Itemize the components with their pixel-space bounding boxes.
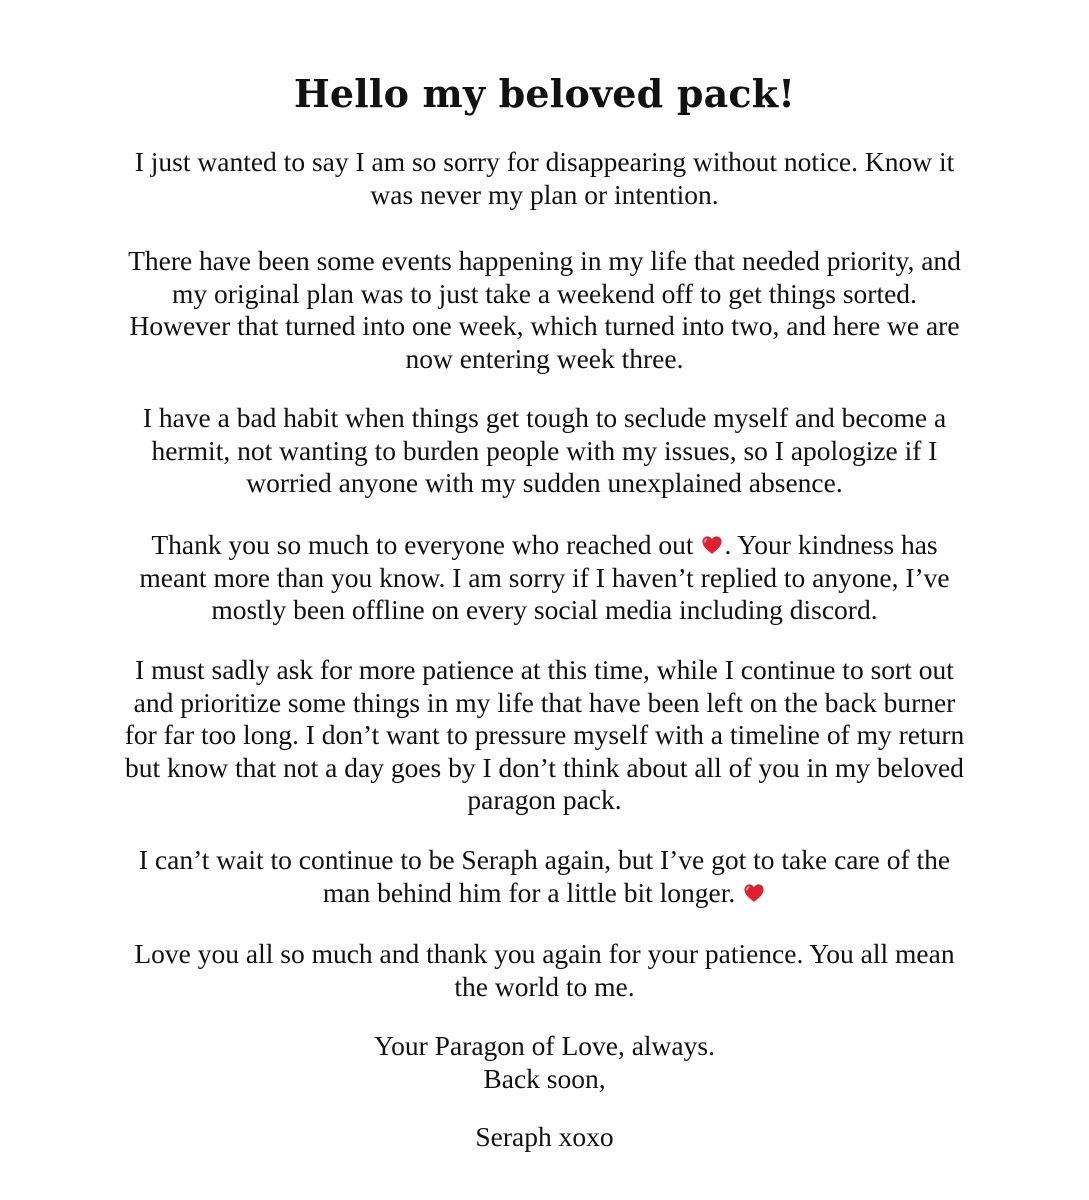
paragraph-line: I have a bad habit when things get tough to seclude myself and become a [142,402,947,433]
paragraph-line: the world to me. [454,970,635,1002]
thanks-text-before: Thank you so much to everyone who reached out [151,529,701,560]
paragraph-line: However that turned into one week, which turned into two, and here we are [129,310,960,341]
paragraph-line: meant more than you know. I am sorry if I haven’t replied to anyone, I’ve [139,561,950,593]
paragraph-line: was never my plan or intention. [370,178,719,210]
paragraph-line: and prioritize some things in my life that have been left on the back burner [133,686,956,718]
paragraph-line: my original plan was to just take a weekend off to get things sorted. [172,277,917,309]
paragraph-love [44,938,1045,1003]
paragraph-line [44,529,1045,562]
paragraph-line: Love you all so much and thank you again for your patience. You all mean [134,938,955,969]
paragraph-line: for far too long. I don’t want to pressure myself with a timeline of my return [124,719,965,750]
paragraph-line: hermit, not wanting to burden people with my issues, so I apologize if I [151,434,938,466]
paragraph-line: but know that not a day goes by I don’t think about all of you in my beloved [125,751,964,783]
thanks-text-after: . Your kindness has [724,529,938,560]
paragraph-patience [44,654,1045,817]
paragraph-line [44,877,1045,910]
paragraph-line: mostly been offline on every social media including discord. [211,594,878,625]
paragraph-seraph [44,844,1045,909]
paragraph-line: paragon pack. [467,784,622,815]
closing-line: Your Paragon of Love, always. [374,1030,715,1061]
paragraph-line: worried anyone with my sudden unexplained absence. [246,467,843,498]
paragraph-thanks [44,529,1045,627]
paragraph-line: now entering week three. [405,342,684,374]
paragraph-apology [44,146,1045,211]
paragraph-line: I must sadly ask for more patience at this time, while I continue to sort out [135,654,954,685]
paragraph-habit [44,402,1045,500]
red-heart-icon [743,882,765,904]
red-heart-icon [701,534,723,556]
paragraph-line: There have been some events happening in my life that needed priority, and [128,245,961,276]
signature-text: Seraph xoxo [475,1121,614,1152]
closing-line: Back soon, [483,1062,606,1094]
paragraph-events [44,245,1045,375]
signature [44,1121,1045,1154]
closing-lines [44,1030,1045,1095]
seraph-text-before: man behind him for a little bit longer. [322,876,743,908]
paragraph-line: I can’t wait to continue to be Seraph again, but I’ve got to take care of the [138,844,951,875]
paragraph-line: I just wanted to say I am so sorry for disappearing without notice. Know it [134,146,955,177]
letter-title: Hello my beloved pack! [293,71,796,116]
